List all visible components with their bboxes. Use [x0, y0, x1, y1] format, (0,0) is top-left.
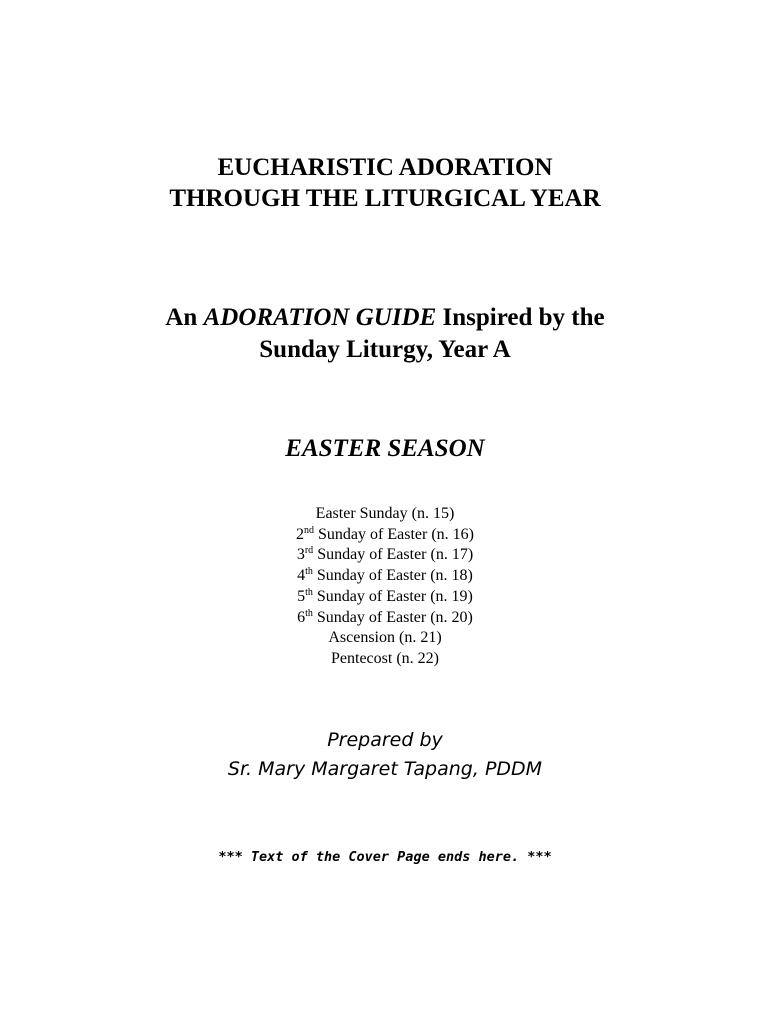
title-line-1: EUCHARISTIC ADORATION [217, 154, 553, 181]
author-name: Sr. Mary Margaret Tapang, PDDM [227, 758, 543, 780]
list-item: 5th Sunday of Easter (n. 19) [297, 586, 473, 605]
subtitle-prefix: An [165, 304, 204, 331]
subtitle-emphasis: ADORATION GUIDE [203, 304, 437, 331]
list-item: Ascension (n. 21) [328, 629, 442, 647]
list-item: Easter Sunday (n. 15) [315, 505, 455, 522]
subtitle-line-2: Sunday Liturgy, Year A [259, 336, 511, 363]
prepared-by-block [0, 726, 770, 784]
sunday-list [0, 504, 770, 670]
list-item: 3rd Sunday of Easter (n. 17) [296, 545, 474, 564]
list-item: Pentecost (n. 22) [331, 649, 439, 667]
title-line-2: THROUGH THE LITURGICAL YEAR [169, 185, 601, 212]
list-item: 6th Sunday of Easter (n. 20) [297, 607, 473, 626]
prepared-label: Prepared by [327, 729, 443, 751]
list-item: 2nd Sunday of Easter (n. 16) [296, 524, 474, 543]
list-item: 4th Sunday of Easter (n. 18) [297, 566, 473, 585]
subtitle-line-1 [0, 302, 770, 334]
cover-end-note: *** Text of the Cover Page ends here. *** [218, 849, 552, 865]
document-title [0, 152, 770, 214]
document-subtitle [0, 302, 770, 366]
subtitle-suffix: Inspired by the [436, 304, 605, 331]
season-heading: EASTER SEASON [285, 435, 485, 462]
